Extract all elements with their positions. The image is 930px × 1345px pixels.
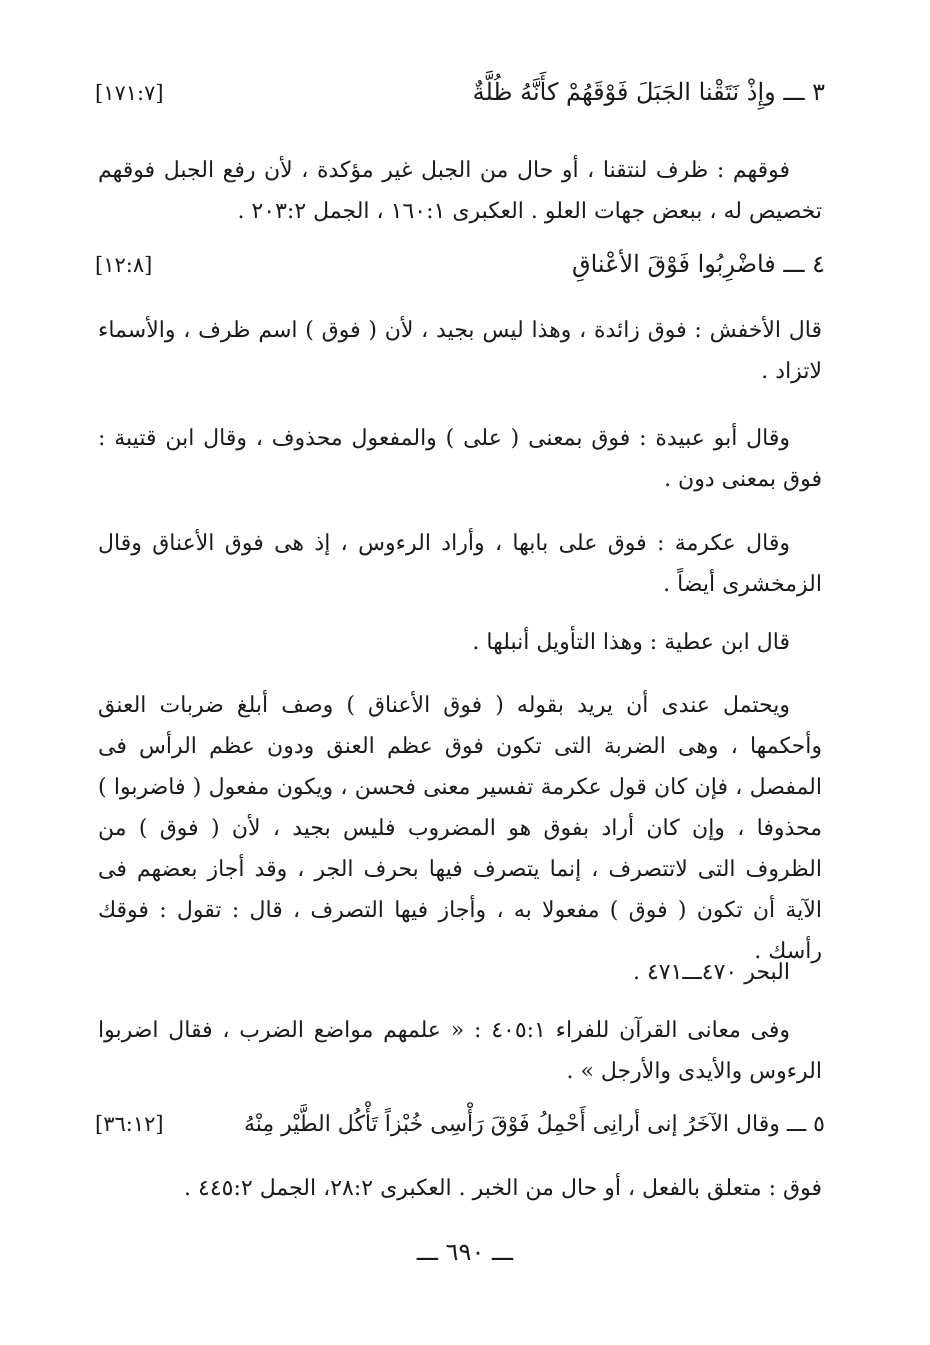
verse-reference: [١٧١:٧] <box>95 81 164 105</box>
verse-heading-5 <box>95 1112 825 1137</box>
verse-heading-4 <box>95 250 825 278</box>
commentary-paragraph: قال الأخفش : فوق زائدة ، وهذا ليس بجيد ، لأن ( فوق ) اسم ظرف ، والأسماء لاتزاد . <box>98 318 822 384</box>
commentary-paragraph: قال ابن عطية : وهذا التأويل أنبلها . <box>472 630 790 655</box>
verse-reference: [١٢:٨] <box>95 253 153 277</box>
commentary-paragraph: وقال عكرمة : فوق على بابها ، وأراد الرءوس ، إذ هى فوق الأعناق وقال الزمخشرى أيضاً . <box>98 531 822 597</box>
commentary-paragraph: ويحتمل عندى أن يريد بقوله ( فوق الأعناق ) وصف أبلغ ضربات العنق وأحكمها ، وهى الضربة التى تكون فوق عظم العنق ودون عظم الرأس فى المفصل ، فإن كان قول عكرمة تفسير معنى فحسن ، ويكون مفعول ( فاضربوا ) محذوفا ، وإن كان أراد بفوق هو المضروب فليس بجيد ، لأن ( فوق ) من الظروف التى لاتتصرف ، إنما يتصرف فيها بحرف الجر ، وقد أجاز بعضهم فى الآية أن تكون ( فوق ) مفعولا به ، وأجاز فيها التصرف ، قال : تقول : فوقك رأسك . <box>98 693 822 964</box>
verse-heading-3 <box>95 78 825 106</box>
verse-text: ٤ ـــ فاضْرِبُوا فَوْقَ الأعْناقِ <box>572 250 825 278</box>
page-number: ـــ ٦٩٠ ـــ <box>416 1238 514 1266</box>
commentary-paragraph: وقال أبو عبيدة : فوق بمعنى ( على ) والمفعول محذوف ، وقال ابن قتيبة : فوق بمعنى دون . <box>98 426 822 492</box>
commentary-paragraph: وفى معانى القرآن للفراء ٤٠٥:١ : « علمهم مواضع الضرب ، فقال اضربوا الرءوس والأيدى والأرجل » . <box>98 1018 822 1084</box>
verse-reference: [٣٦:١٢] <box>95 1112 164 1136</box>
source-citation: البحر ٤٧٠ـــ٤٧١ . <box>632 960 790 985</box>
commentary-paragraph: فوق : متعلق بالفعل ، أو حال من الخبر . العكبرى ٢٨:٢، الجمل ٤٤٥:٢ . <box>184 1176 822 1201</box>
verse-text: ٥ ـــ وقال الآخَرُ إنى أرانِى أَحْمِلُ فَوْقَ رَأْسِى خُبْزاً تَأْكُل الطَّيْر مِنْهُ <box>243 1112 825 1137</box>
commentary-paragraph: فوقهم : ظرف لنتقنا ، أو حال من الجبل غير مؤكدة ، لأن رفع الجبل فوقهم تخصيص له ، ببعض جهات العلو . العكبرى ١٦٠:١ ، الجمل ٢٠٣:٢ . <box>98 158 822 224</box>
verse-text: ٣ ـــ وإِذْ نَتَقْنا الجَبَلَ فَوْقَهُمْ كأَنَّهُ ظُلَّةٌ <box>472 78 825 106</box>
